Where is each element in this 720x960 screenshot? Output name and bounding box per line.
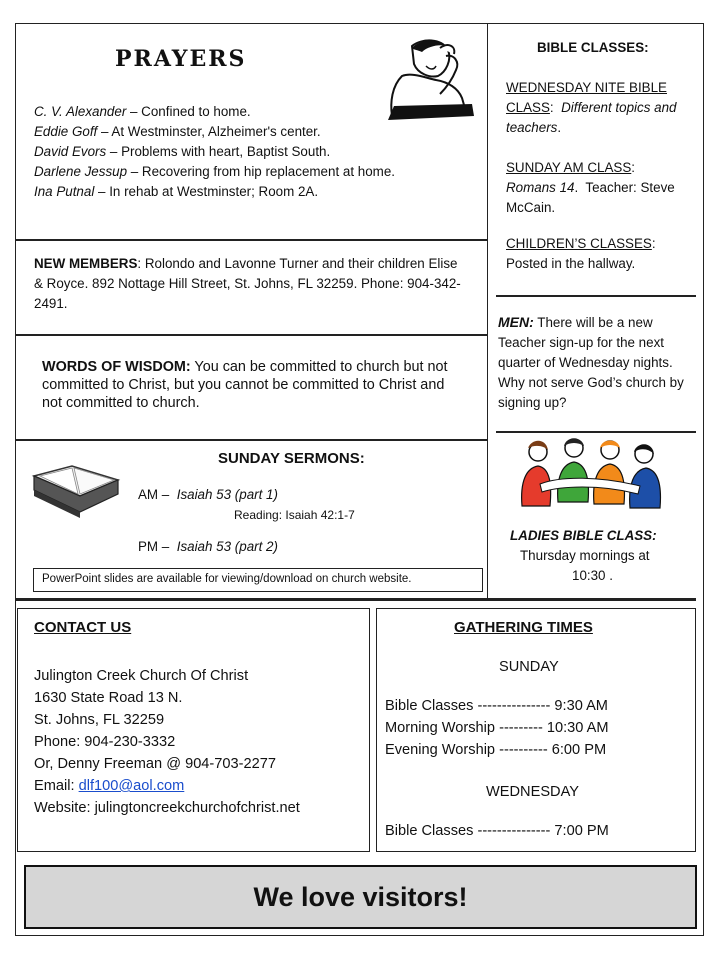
prayer-item: David Evors – Problems with heart, Baptist South. (34, 144, 331, 159)
wisdom-label: WORDS OF WISDOM: (42, 359, 191, 375)
prayer-list (34, 102, 395, 202)
sunday-times (385, 695, 609, 761)
divider-prayers (15, 239, 487, 241)
sunday-am-class: SUNDAY AM CLASS: Romans 14. Teacher: Steve McCain. (506, 160, 675, 215)
childrens-classes: CHILDREN’S CLASSES: Posted in the hallway. (506, 236, 656, 271)
men-notice: MEN: There will be a new Teacher sign-up for the next quarter of Wednesday nights. Why not serve God’s church by signing up? (498, 314, 684, 410)
contact-line: Julington Creek Church Of Christ (34, 668, 249, 684)
contact-title: CONTACT US (34, 619, 132, 636)
schedule-line: Morning Worship --------- 10:30 AM (385, 720, 609, 736)
schedule-line: Bible Classes --------------- 7:00 PM (385, 823, 609, 839)
ladies-line1: Thursday mornings at (520, 548, 650, 563)
ladies-title: LADIES BIBLE CLASS: (510, 528, 657, 543)
sermon-pm: PM – Isaiah 53 (part 2) (138, 539, 278, 554)
divider-men (496, 431, 696, 433)
gathering-title: GATHERING TIMES (454, 619, 593, 636)
contact-line: Or, Denny Freeman @ 904-703-2277 (34, 756, 276, 772)
sermons-title: SUNDAY SERMONS: (218, 450, 365, 467)
prayer-item: Darlene Jessup – Recovering from hip replacement at home. (34, 164, 395, 179)
bible-classes-title: BIBLE CLASSES: (537, 40, 649, 55)
prayers-title: PRAYERS (115, 46, 247, 72)
men-label: MEN: (498, 314, 534, 330)
praying-man-illustration (382, 36, 478, 122)
words-of-wisdom: WORDS OF WISDOM: You can be committed to church but not committed to Christ, but you cannot be committed to Christ and not committed to church. (42, 359, 448, 411)
powerpoint-note: PowerPoint slides are available for viewing/download on church website. (33, 568, 483, 592)
contact-details (34, 665, 300, 819)
schedule-line: Bible Classes --------------- 9:30 AM (385, 698, 608, 714)
ladies-group-illustration (510, 436, 666, 512)
contact-line: Phone: 904-230-3332 (34, 734, 176, 750)
schedule-line: Evening Worship ---------- 6:00 PM (385, 742, 607, 758)
wednesday-class: WEDNESDAY NITE BIBLE CLASS: Different topics and teachers. (506, 80, 677, 135)
divider-main (15, 598, 696, 601)
open-bible-icon (28, 456, 124, 526)
email-link[interactable]: dlf100@aol.com (78, 778, 185, 794)
contact-line: 1630 State Road 13 N. (34, 690, 183, 706)
divider-new-members (15, 334, 487, 336)
website-line: Website: julingtoncreekchurchofchrist.net (34, 800, 300, 816)
divider-wisdom (15, 439, 487, 441)
sermon-reading: Reading: Isaiah 42:1-7 (234, 508, 355, 522)
prayer-item: Ina Putnal – In rehab at Westminster; Room 2A. (34, 184, 319, 199)
prayer-item: Eddie Goff – At Westminster, Alzheimer's center. (34, 124, 321, 139)
wednesday-heading: WEDNESDAY (486, 784, 579, 800)
email-line: Email: dlf100@aol.com (34, 778, 185, 794)
sermon-am: AM – Isaiah 53 (part 1) (138, 487, 278, 502)
new-members: NEW MEMBERS: Rolondo and Lavonne Turner and their children Elise & Royce. 892 Nottage Hill Street, St. Johns, FL 32259. Phone: 904-342-2491. (34, 256, 461, 311)
column-divider (487, 23, 488, 598)
ladies-line2: 10:30 . (572, 568, 613, 583)
visitors-banner: We love visitors! (24, 865, 697, 929)
contact-line: St. Johns, FL 32259 (34, 712, 165, 728)
sunday-heading: SUNDAY (499, 659, 559, 675)
prayer-item: C. V. Alexander – Confined to home. (34, 104, 251, 119)
divider-bible-classes (496, 295, 696, 297)
new-members-label: NEW MEMBERS (34, 256, 138, 271)
